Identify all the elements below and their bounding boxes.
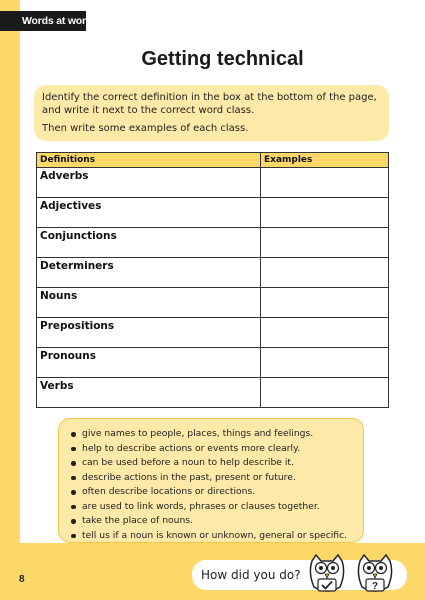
list-item <box>71 485 355 500</box>
definition-text: tell us if a noun is known or unknown, general or specific. <box>82 529 348 541</box>
list-item <box>71 514 355 529</box>
word-class-cell[interactable]: Determiners <box>37 258 261 288</box>
table-row <box>37 288 389 318</box>
definition-text: are used to link words, phrases or clauses together. <box>82 500 320 512</box>
example-cell[interactable] <box>261 378 389 408</box>
definition-text: describe actions in the past, present or future. <box>82 471 296 483</box>
table-row <box>37 378 389 408</box>
definition-text: give names to people, places, things and feelings. <box>82 428 314 439</box>
word-class-cell[interactable]: Pronouns <box>37 348 261 378</box>
bullet-icon <box>71 490 76 495</box>
definitions-header: Definitions <box>37 153 261 168</box>
instructions-line-1: Identify the correct definition in the box at the bottom of the page, and write it next to the correct word class. <box>42 92 377 116</box>
table-row <box>37 228 389 258</box>
word-class-cell[interactable]: Verbs <box>37 378 261 408</box>
word-class-cell[interactable]: Adjectives <box>37 198 261 228</box>
definition-text: can be used before a noun to help describe it. <box>82 457 294 468</box>
list-item <box>71 427 355 442</box>
list-item <box>71 442 355 457</box>
table-row <box>37 348 389 378</box>
word-class-table <box>36 152 389 408</box>
owl-question-icon[interactable] <box>358 555 391 592</box>
table-row <box>37 318 389 348</box>
svg-text:?: ? <box>371 581 379 592</box>
table-row <box>37 198 389 228</box>
table-row <box>37 258 389 288</box>
bullet-icon <box>71 476 76 481</box>
example-cell[interactable] <box>261 228 389 258</box>
example-cell[interactable] <box>261 198 389 228</box>
definitions-box <box>58 418 364 543</box>
examples-header: Examples <box>261 153 389 168</box>
section-tag: Words at work <box>0 11 86 31</box>
word-class-cell[interactable]: Nouns <box>37 288 261 318</box>
instructions-box <box>34 85 389 141</box>
list-item <box>71 500 355 515</box>
table-row <box>37 168 389 198</box>
word-class-cell[interactable]: Adverbs <box>37 168 261 198</box>
list-item <box>71 529 355 544</box>
review-prompt: How did you do? <box>201 568 301 582</box>
example-cell[interactable] <box>261 288 389 318</box>
word-class-cell[interactable]: Prepositions <box>37 318 261 348</box>
definitions-list <box>71 427 355 543</box>
bullet-icon <box>71 519 76 524</box>
page-number: 8 <box>19 574 25 585</box>
table-header-row <box>37 153 389 168</box>
owl-tick-icon[interactable] <box>310 555 343 591</box>
bullet-icon <box>71 432 76 437</box>
page-title: Getting technical <box>141 48 304 70</box>
example-cell[interactable] <box>261 258 389 288</box>
bullet-icon <box>71 534 76 539</box>
bullet-icon <box>71 461 76 466</box>
example-cell[interactable] <box>261 168 389 198</box>
word-class-cell[interactable]: Conjunctions <box>37 228 261 258</box>
definition-text: take the place of nouns. <box>82 515 194 526</box>
bullet-icon <box>71 505 76 510</box>
bullet-icon <box>71 447 76 452</box>
definition-text: help to describe actions or events more clearly. <box>82 442 301 454</box>
example-cell[interactable] <box>261 348 389 378</box>
definition-text: often describe locations or directions. <box>82 486 256 497</box>
list-item <box>71 456 355 471</box>
owl-rating-icons <box>304 553 404 597</box>
example-cell[interactable] <box>261 318 389 348</box>
instructions-line-2: Then write some examples of each class. <box>42 123 249 134</box>
list-item <box>71 471 355 486</box>
